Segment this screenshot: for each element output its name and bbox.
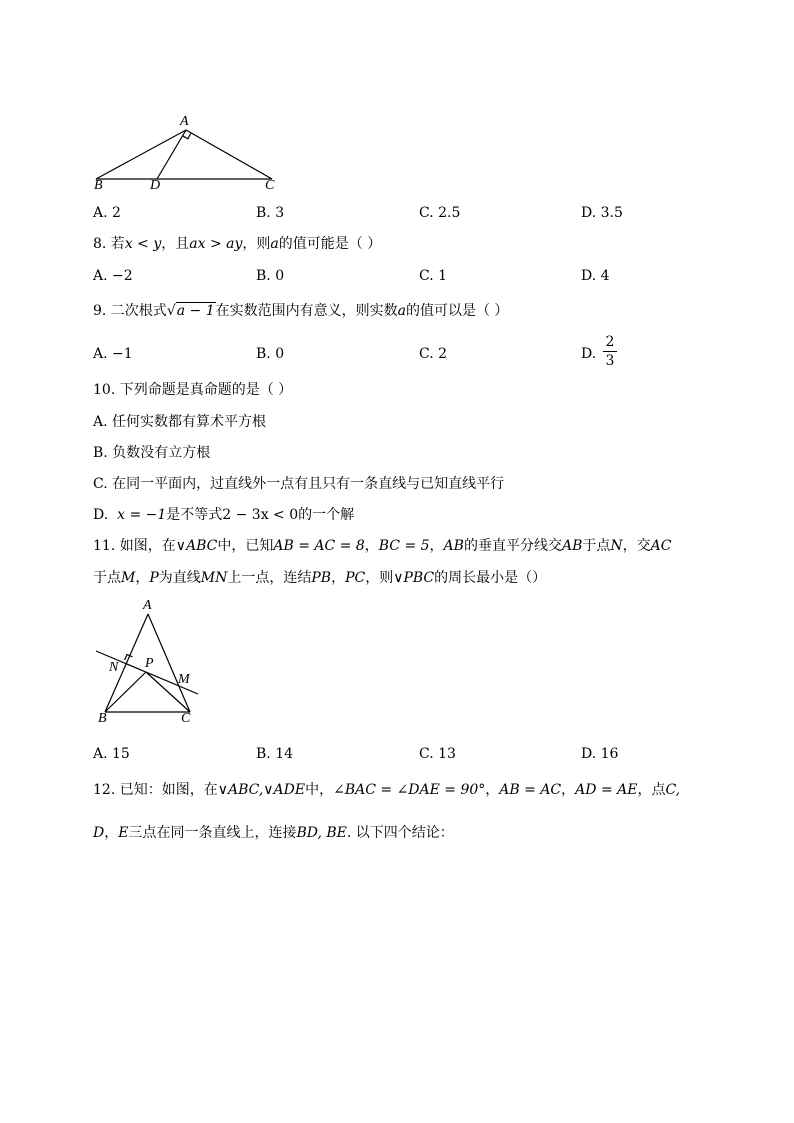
q11-text: 中，已知: [217, 538, 274, 554]
q8-option-a: A. −2: [93, 268, 133, 284]
q12-text: . 以下四个结论：: [346, 825, 454, 841]
q8-condition-2: ax > ay: [189, 236, 243, 252]
q12-segments: BD, BE: [296, 825, 347, 841]
q10-option-d-value: x = −1: [117, 507, 167, 523]
sqrt-symbol: √: [166, 303, 176, 319]
vertex-label-c: C: [265, 178, 275, 193]
vertex-label-a: A: [180, 114, 189, 129]
q7-option-d: D. 3.5: [581, 205, 623, 221]
q12-angle-equation: ∠BAC = ∠DAE = 90°: [333, 782, 486, 798]
q11-point: P: [149, 570, 159, 586]
q10-option-a: A. 任何实数都有算术平方根: [93, 414, 267, 430]
q10-option-c: C. 在同一平面内，过直线外一点有且只有一条直线与已知直线平行: [93, 476, 505, 492]
q12-text: ，点: [637, 782, 666, 798]
q12-text: ，: [561, 782, 576, 798]
q11-equation: BC = 5: [378, 538, 430, 554]
q12-text: 12. 已知：如图，在: [93, 782, 218, 798]
vertex-label-b: B: [98, 711, 107, 726]
q11-segment: PC: [345, 570, 366, 586]
q11-point: M: [121, 570, 136, 586]
point-label-n: N: [109, 660, 119, 675]
question-12-line-2: [93, 824, 454, 842]
fraction-denominator: 3: [605, 353, 615, 369]
q11-text: 上一点，连结: [227, 570, 312, 586]
q12-equation: AB = AC: [499, 782, 562, 798]
q12-point: D: [93, 825, 105, 841]
q10-option-d-end: 的一个解: [298, 507, 355, 523]
q12-text: 三点在同一条直线上，连接: [128, 825, 297, 841]
q7-option-c: C. 2.5: [419, 205, 461, 221]
q8-option-b: B. 0: [256, 268, 285, 284]
question-12-line-1: [93, 781, 680, 799]
q11-option-b: B. 14: [256, 746, 294, 762]
point-label-p: P: [145, 656, 154, 671]
q11-triangle: ∨ABC: [175, 538, 218, 554]
q11-text: 的周长最小是（）: [434, 570, 547, 586]
q12-equation: AD = AE: [575, 782, 638, 798]
q11-text: ，则: [365, 570, 394, 586]
q11-text: ，: [429, 538, 444, 554]
q9-option-c: C. 2: [419, 346, 448, 362]
q9-option-a: A. −1: [93, 346, 133, 362]
q11-text: 于点: [582, 538, 611, 554]
vertex-label-a: A: [143, 598, 152, 613]
q11-triangle: ∨PBC: [393, 570, 435, 586]
vertex-label-d: D: [150, 178, 161, 193]
q12-point: E: [118, 825, 129, 841]
q9-end: 的值可以是（ ）: [405, 303, 509, 319]
q7-option-b: B. 3: [256, 205, 285, 221]
q8-mid: ，且: [161, 236, 190, 252]
q11-text: ，交: [622, 538, 651, 554]
q11-segment: AC: [650, 538, 672, 554]
q10-option-d-prefix: D.: [93, 507, 109, 523]
q12-point: C,: [665, 782, 681, 798]
q8-option-c: C. 1: [419, 268, 448, 284]
q11-line: MN: [200, 570, 228, 586]
fraction-numerator: 2: [605, 334, 615, 350]
q11-text: ，: [135, 570, 150, 586]
q11-text: 为直线: [158, 570, 201, 586]
vertex-label-b: B: [94, 178, 103, 193]
q11-option-c: C. 13: [419, 746, 456, 762]
q8-condition-1: x < y: [124, 236, 162, 252]
q8-post: ，则: [242, 236, 271, 252]
q11-text: 于点: [93, 570, 121, 586]
q9-option-d-prefix: D.: [581, 346, 597, 362]
q8-prefix: 8. 若: [93, 236, 125, 252]
q9-radicand: a − 1: [176, 303, 215, 319]
q11-segment: AB: [443, 538, 464, 554]
q11-option-d: D. 16: [581, 746, 619, 762]
q9-prefix: 9. 二次根式: [93, 303, 167, 319]
q9-mid: 在实数范围内有意义，则实数: [215, 303, 398, 319]
q7-option-a: A. 2: [93, 205, 121, 221]
q8-variable: a: [270, 236, 279, 252]
q12-text: ，: [104, 825, 119, 841]
q9-variable: a: [397, 303, 406, 319]
segment-pb: [105, 672, 146, 712]
point-label-m: M: [178, 672, 190, 687]
q10-option-d-mid: 是不等式: [166, 507, 223, 523]
q11-text: ，: [331, 570, 346, 586]
q8-end: 的值可能是（ ）: [278, 236, 382, 252]
q11-text: 的垂直平分线交: [463, 538, 562, 554]
segment-ac: [148, 614, 190, 712]
q11-equation: AB = AC = 8: [273, 538, 365, 554]
q12-triangles: ∨ABC,∨ADE: [217, 782, 306, 798]
q12-text: 中，: [305, 782, 334, 798]
vertex-label-c: C: [181, 711, 191, 726]
q11-text: 11. 如图，在: [93, 538, 176, 554]
q11-text: ，: [364, 538, 379, 554]
q9-option-b: B. 0: [256, 346, 285, 362]
q11-point: N: [610, 538, 623, 554]
q11-segment: PB: [311, 570, 332, 586]
question-10-stem: 10. 下列命题是真命题的是（ ）: [93, 382, 293, 398]
q10-option-d-inequality: 2 − 3x < 0: [222, 507, 299, 523]
q10-option-b: B. 负数没有立方根: [93, 445, 211, 461]
q11-segment: AB: [561, 538, 583, 554]
q11-option-a: A. 15: [93, 746, 130, 762]
q12-text: ，: [485, 782, 500, 798]
q8-option-d: D. 4: [581, 268, 610, 284]
